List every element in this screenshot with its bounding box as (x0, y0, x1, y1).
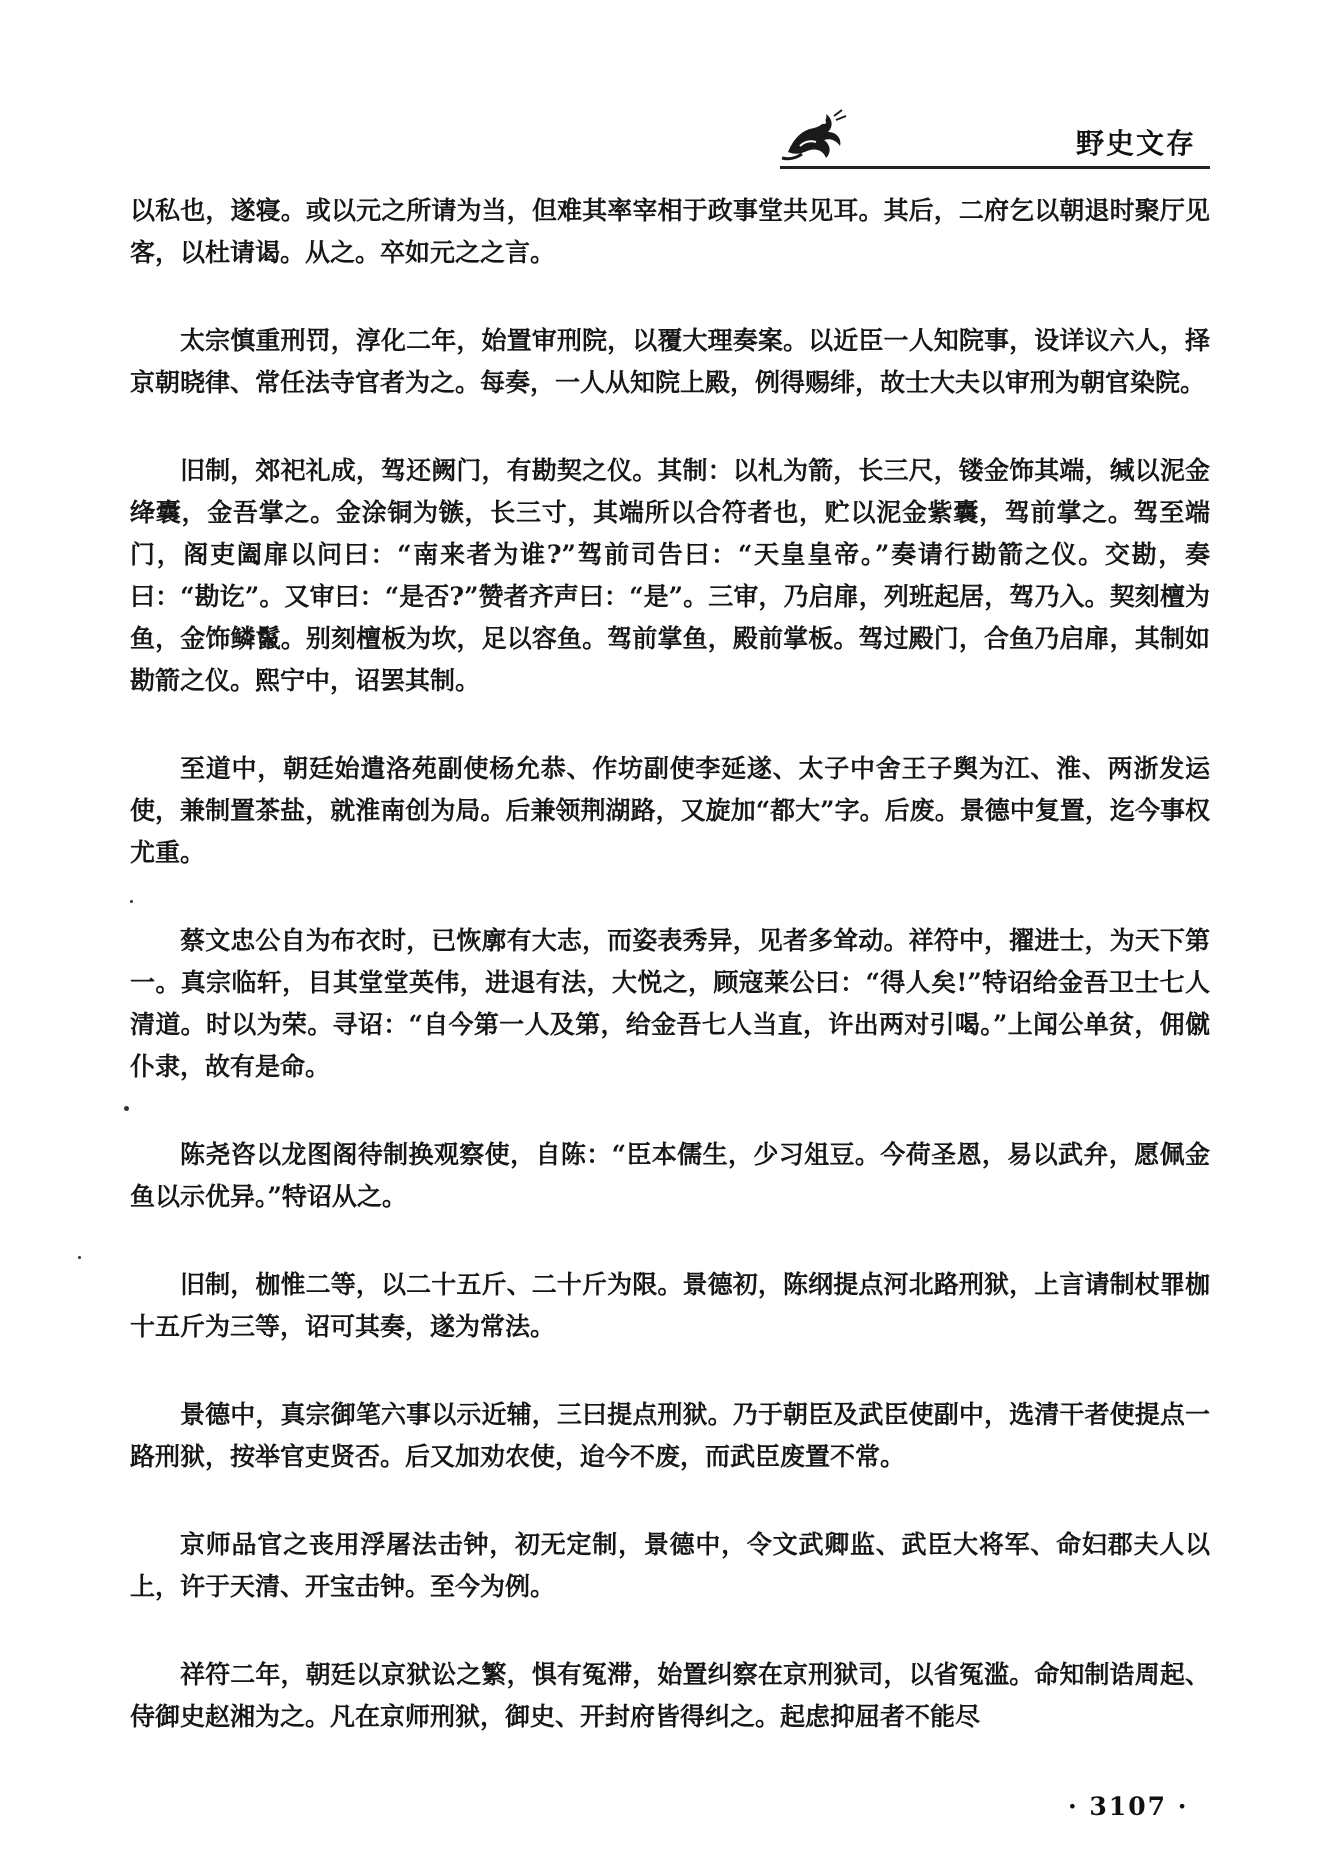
paragraph: 太宗慎重刑罚，淳化二年，始置审刑院，以覆大理奏案。以近臣一人知院事，设详议六人，择京朝晓律、常任法寺官者为之。每奏，一人从知院上殿，例得赐绯，故士大夫以审刑为朝官染院。 (130, 326, 1210, 397)
paragraph: 旧制，枷惟二等，以二十五斤、二十斤为限。景德初，陈纲提点河北路刑狱，上言请制杖罪枷十五斤为三等，诏可其奏，遂为常法。 (130, 1270, 1210, 1341)
paragraph: 景德中，真宗御笔六事以示近辅，三曰提点刑狱。乃于朝臣及武臣使副中，选清干者使提点一路刑狱，按举官吏贤否。后又加劝农使，迨今不废，而武臣废置不常。 (130, 1400, 1210, 1471)
paragraph: 祥符二年，朝廷以京狱讼之繁，惧有冤滞，始置纠察在京刑狱司，以省冤滥。命知制诰周起、侍御史赵湘为之。凡在京师刑狱，御史、开封府皆得纠之。起虑抑屈者不能尽 (130, 1660, 1210, 1731)
dragon-emblem-icon (780, 108, 850, 164)
paragraph: 陈尧咨以龙图阁待制换观察使，自陈：“臣本儒生，少习俎豆。今荷圣恩，易以武弁，愿佩金鱼以示优异。”特诏从之。 (130, 1140, 1210, 1211)
running-header-title: 野史文存 (1075, 127, 1196, 160)
paragraph: 旧制，郊祀礼成，驾还阙门，有勘契之仪。其制：以札为箭，长三尺，镂金饰其端，缄以泥金绛囊，金吾掌之。金涂铜为镞，长三寸，其端所以合符者也，贮以泥金紫囊，驾前掌之。驾至端门，阁吏阖扉以问曰：“南来者为谁?”驾前司告曰：“天皇皇帝。”奏请行勘箭之仪。交勘，奏曰：“勘讫”。又审曰：“是否?”赞者齐声曰：“是”。三审，乃启扉，列班起居，驾乃入。契刻檀为鱼，金饰鳞鬣。别刻檀板为坎，足以容鱼。驾前掌鱼，殿前掌板。驾过殿门，合鱼乃启扉，其制如勘箭之仪。熙宁中，诏罢其制。 (130, 456, 1210, 695)
scan-speck (124, 1106, 129, 1111)
scan-speck (78, 1256, 81, 1259)
scan-speck (130, 900, 133, 903)
running-header (780, 108, 1210, 168)
paragraph: 京师品官之丧用浮屠法击钟，初无定制，景德中，令文武卿监、武臣大将军、命妇郡夫人以上，许于天清、开宝击钟。至今为例。 (130, 1530, 1210, 1601)
header-rule (780, 166, 1210, 169)
paragraph: 以私也，遂寝。或以元之所请为当，但难其率宰相于政事堂共见耳。其后，二府乞以朝退时聚厅见客，以杜请谒。从之。卒如元之之言。 (130, 196, 1210, 267)
page-number: · 3107 · (1068, 1792, 1189, 1821)
paragraph: 至道中，朝廷始遣洛苑副使杨允恭、作坊副使李延遂、太子中舍王子舆为江、淮、两浙发运使，兼制置茶盐，就淮南创为局。后兼领荆湖路，又旋加“都大”字。后废。景德中复置，迄今事权尤重。 (130, 754, 1210, 867)
paragraph: 蔡文忠公自为布衣时，已恢廓有大志，而姿表秀异，见者多耸动。祥符中，擢进士，为天下第一。真宗临轩，目其堂堂英伟，进退有法，大悦之，顾寇莱公曰：“得人矣!”特诏给金吾卫士七人清道。时以为荣。寻诏：“自今第一人及第，给金吾七人当直，许出两对引喝。”上闻公单贫，佣僦仆隶，故有是命。 (130, 926, 1210, 1081)
body-text (130, 190, 1210, 1784)
